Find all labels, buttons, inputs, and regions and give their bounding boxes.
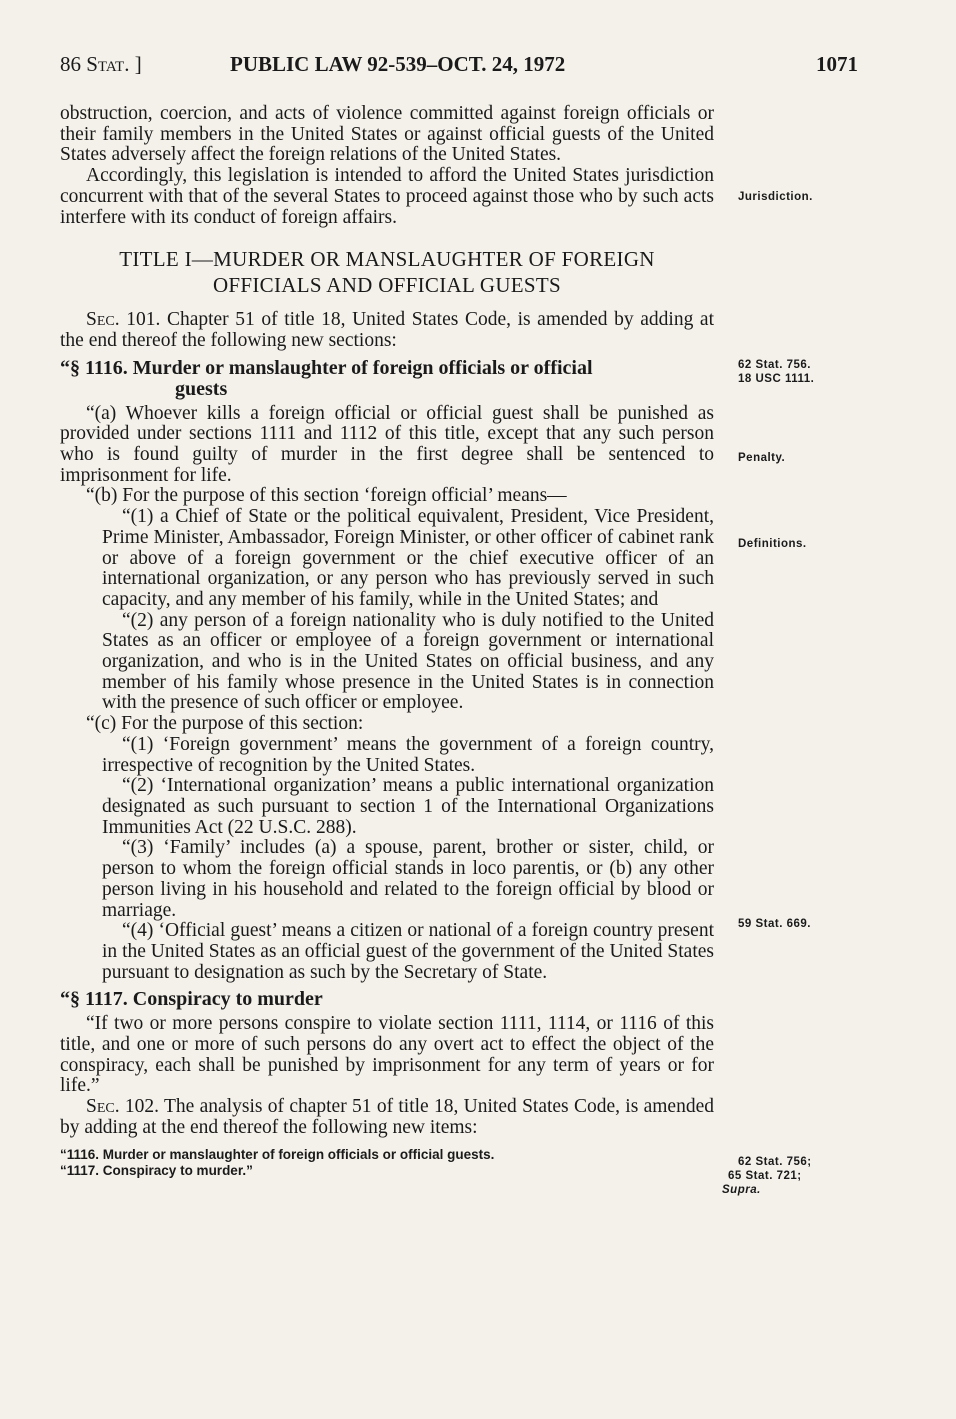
section-102-text: 102. The analysis of chapter 51 of title 18, United States Code, is amended by adding at the end thereof the following new items:	[60, 1096, 714, 1138]
section-1117-text: “If two or more persons conspire to violate section 1111, 1114, or 1116 of this title, and one or more of such persons do any overt act to effect the object of the conspiracy, each shall be punished by imprisonment for any term of years or for life.”	[60, 1013, 714, 1097]
body-text	[60, 104, 714, 1179]
sec-label: Sec.	[86, 1096, 120, 1118]
subsection-a: “(a) Whoever kills a foreign official or official guest shall be punished as provided under sections 1111 and 1112 of this title, except that any such person who is found guilty of murder in the first degree shall be sentenced to imprisonment for life.	[60, 402, 714, 486]
margin-note-65-stat-721: 65 Stat. 721;	[728, 1170, 802, 1182]
subsection-c3: “(3) ‘Family’ includes (a) a spouse, parent, brother or sister, child, or person to whom the foreign official stands in loco parentis, or (b) any other person living in his household and related to the foreign official by blood or marriage.	[102, 837, 714, 921]
section-101	[60, 310, 714, 351]
analysis-item-1117: “1117. Conspiracy to murder.”	[60, 1162, 253, 1178]
subsection-c4: “(4) ‘Official guest’ means a citizen or national of a foreign country present in the United States as an official guest of the government of the United States pursuant to designation as such by the Secretary of State.	[102, 920, 714, 983]
section-1116-heading-line1: “§ 1116. Murder or manslaughter of foreign officials or official	[60, 356, 593, 379]
analysis-items	[60, 1147, 714, 1179]
subsection-b1: “(1) a Chief of State or the political equivalent, President, Vice President, Prime Minister, Ambassador, Foreign Minister, or other officer of cabinet rank or above of a foreign government or the chief executive officer of an international organization, or any person who has previously served in such capacity, and any member of his family, while in the United States; and	[102, 506, 714, 610]
public-law-title: PUBLIC LAW 92-539–OCT. 24, 1972	[230, 52, 566, 76]
title-line-2: OFFICIALS AND OFFICIAL GUESTS	[212, 273, 562, 298]
section-1116-heading-line2: guests	[175, 377, 228, 400]
margin-note-jurisdiction: Jurisdiction.	[738, 191, 813, 203]
paragraph-obstruction: obstruction, coercion, and acts of violence committed against foreign officials or their family members in the United States or against official guests of the United States adversely affect the foreign relations of the United States.	[60, 103, 714, 166]
statute-volume: 86 Stat. ]	[60, 52, 142, 76]
subsection-c1: “(1) ‘Foreign government’ means the government of a foreign country, irrespective of recognition by the United States.	[102, 733, 714, 776]
section-102	[60, 1097, 714, 1138]
title-line-1: TITLE I—MURDER OR MANSLAUGHTER OF FOREIGN	[119, 247, 655, 272]
subsection-c2: “(2) ‘International organization’ means a public international organization designated as such pursuant to section 1 of the International Organizations Immunities Act (22 U.S.C. 288).	[102, 775, 714, 838]
margin-note-18-usc-1111: 18 USC 1111.	[738, 373, 815, 385]
margin-note-supra-text: Supra.	[722, 1184, 761, 1196]
section-101-text: 101. Chapter 51 of title 18, United States Code, is amended by adding at the end thereof the following new sections:	[60, 309, 714, 351]
running-header	[0, 52, 956, 82]
subsection-b: “(b) For the purpose of this section ‘foreign official’ means—	[86, 485, 567, 507]
margin-note-62-stat-756-b: 62 Stat. 756;	[738, 1156, 812, 1168]
title-heading	[60, 246, 714, 298]
subsection-c: “(c) For the purpose of this section:	[86, 713, 364, 735]
margin-note-59-stat-669: 59 Stat. 669.	[738, 918, 811, 930]
margin-note-62-stat-756: 62 Stat. 756.	[738, 359, 811, 371]
analysis-item-1116: “1116. Murder or manslaughter of foreign officials or official guests.	[60, 1146, 495, 1162]
sec-label: Sec.	[86, 309, 120, 331]
paragraph-accordingly: Accordingly, this legislation is intended to afford the United States jurisdiction concurrent with that of the several States to proceed against those who by such acts interfere with its conduct of foreign affairs.	[60, 165, 714, 228]
page-number: 1071	[816, 52, 858, 76]
section-1117-heading: “§ 1117. Conspiracy to murder	[60, 988, 323, 1011]
subsection-b2: “(2) any person of a foreign nationality who is duly notified to the United States as an officer or employee of a foreign government or international organization, and who is in the United States on official business, and any member of his family whose presence in the United States is in connection with the presence of such officer or employee.	[102, 609, 714, 714]
margin-note-definitions: Definitions.	[738, 538, 807, 550]
margin-note-supra	[722, 1184, 761, 1197]
margin-note-penalty: Penalty.	[738, 452, 786, 464]
section-1116-heading	[60, 358, 714, 400]
